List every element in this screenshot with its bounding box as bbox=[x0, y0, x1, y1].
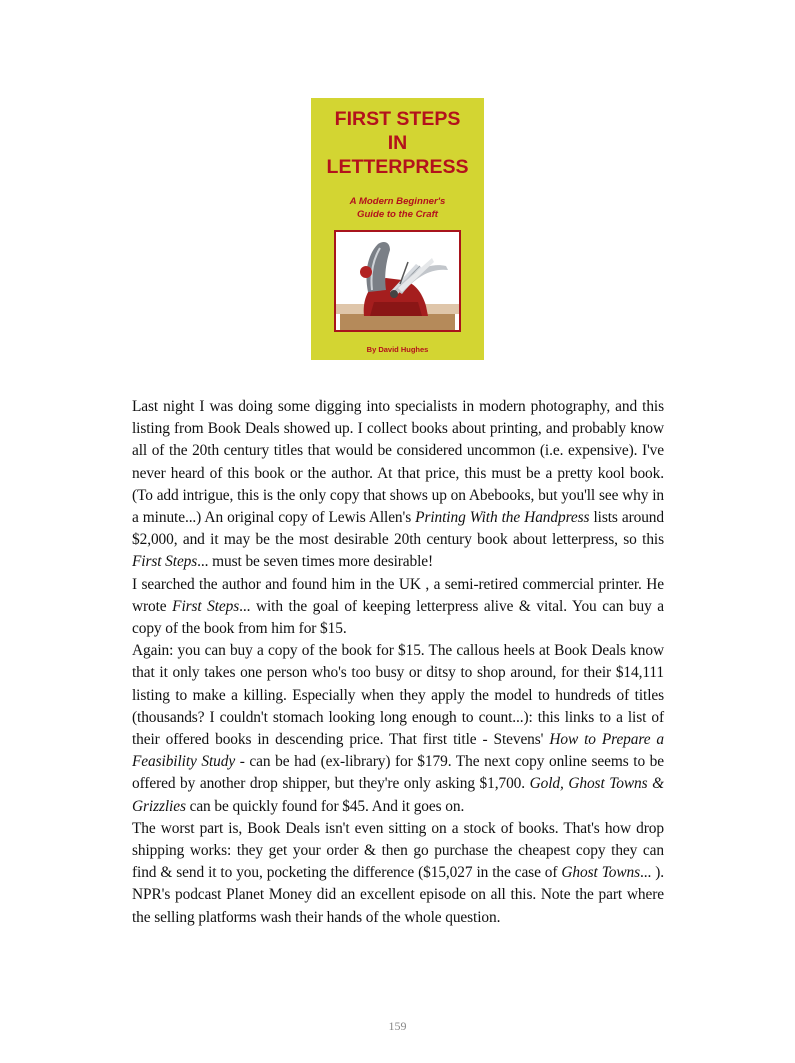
text-run: Again: you can buy a copy of the book for $15. The callous heels at Book Deals know that it only takes one person who's too busy or ditsy to shop around, for their $14,111 listing to make a killing. Especially when they apply the model to hundreds of titles (thousands? I couldn't stomach looking long enough to count...): this links to a list of their offered books in descending price. That first title - Stevens' bbox=[132, 642, 664, 749]
paragraph bbox=[132, 574, 664, 641]
text-run: can be quickly found for $45. And it goes on. bbox=[185, 797, 465, 815]
paragraph bbox=[132, 396, 664, 574]
book-title: Ghost Towns bbox=[561, 864, 640, 882]
book-cover bbox=[311, 98, 484, 360]
cover-subtitle bbox=[311, 195, 484, 221]
text-run: Last night I was doing some digging into specialists in modern photography, and this listing from Book Deals showed up. I collect books about printing, and probably know all of the 20th century titles that would be considered uncommon (i.e. expensive). I've never heard of this book or the author. At that price, this must be a pretty kool book. (To add intrigue, this is the only copy that shows up on Abebooks, but you'll see why in a minute...) An original copy of Lewis Allen's bbox=[132, 398, 664, 527]
paragraph bbox=[132, 818, 664, 929]
text-run: ... with the goal of keeping letterpress alive & vital. You can buy a copy of the book from him for $15. bbox=[132, 597, 664, 638]
text-run: ... ). NPR's podcast Planet Money did an excellent episode on all this. Note the part where the selling platforms wash their hands of the whole question. bbox=[132, 864, 664, 926]
text-run: lists around $2,000, and it may be the most desirable 20th century book about letterpress, so this bbox=[132, 509, 664, 549]
text-run: - can be had (ex-library) for $179. The next copy online seems to be offered by another drop shipper, but they're only asking $1,700. bbox=[132, 753, 665, 793]
book-title: Printing With the Handpress bbox=[415, 509, 590, 527]
paragraph bbox=[132, 640, 664, 818]
page-number: 159 bbox=[388, 1019, 407, 1033]
cover-author: By David Hughes bbox=[366, 345, 429, 354]
book-title: Gold, Ghost Towns & Grizzlies bbox=[132, 775, 664, 815]
book-title: First Steps bbox=[172, 597, 240, 615]
cover-title-line: IN bbox=[387, 132, 408, 154]
article-text bbox=[132, 396, 664, 929]
cover-subtitle-line: Guide to the Craft bbox=[356, 209, 438, 220]
text-run: The worst part is, Book Deals isn't even sitting on a stock of books. That's how drop shipping works: they get your order & then go purchase the cheapest copy they can find & send it to you, pocketing the difference ($15,027 in the case of bbox=[132, 819, 664, 882]
book-title: First Steps bbox=[132, 553, 198, 571]
cover-title-line: LETTERPRESS bbox=[326, 156, 469, 178]
book-title: How to Prepare a Feasibility Study bbox=[132, 731, 664, 771]
letterpress-press-illustration bbox=[334, 230, 461, 332]
cover-title-line: FIRST STEPS bbox=[334, 108, 461, 130]
cover-title bbox=[311, 107, 484, 179]
cover-subtitle-line: A Modern Beginner's bbox=[349, 196, 446, 207]
text-run: I searched the author and found him in the UK , a semi-retired commercial printer. He wrote bbox=[132, 575, 664, 615]
text-run: ... must be seven times more desirable! bbox=[197, 553, 434, 571]
